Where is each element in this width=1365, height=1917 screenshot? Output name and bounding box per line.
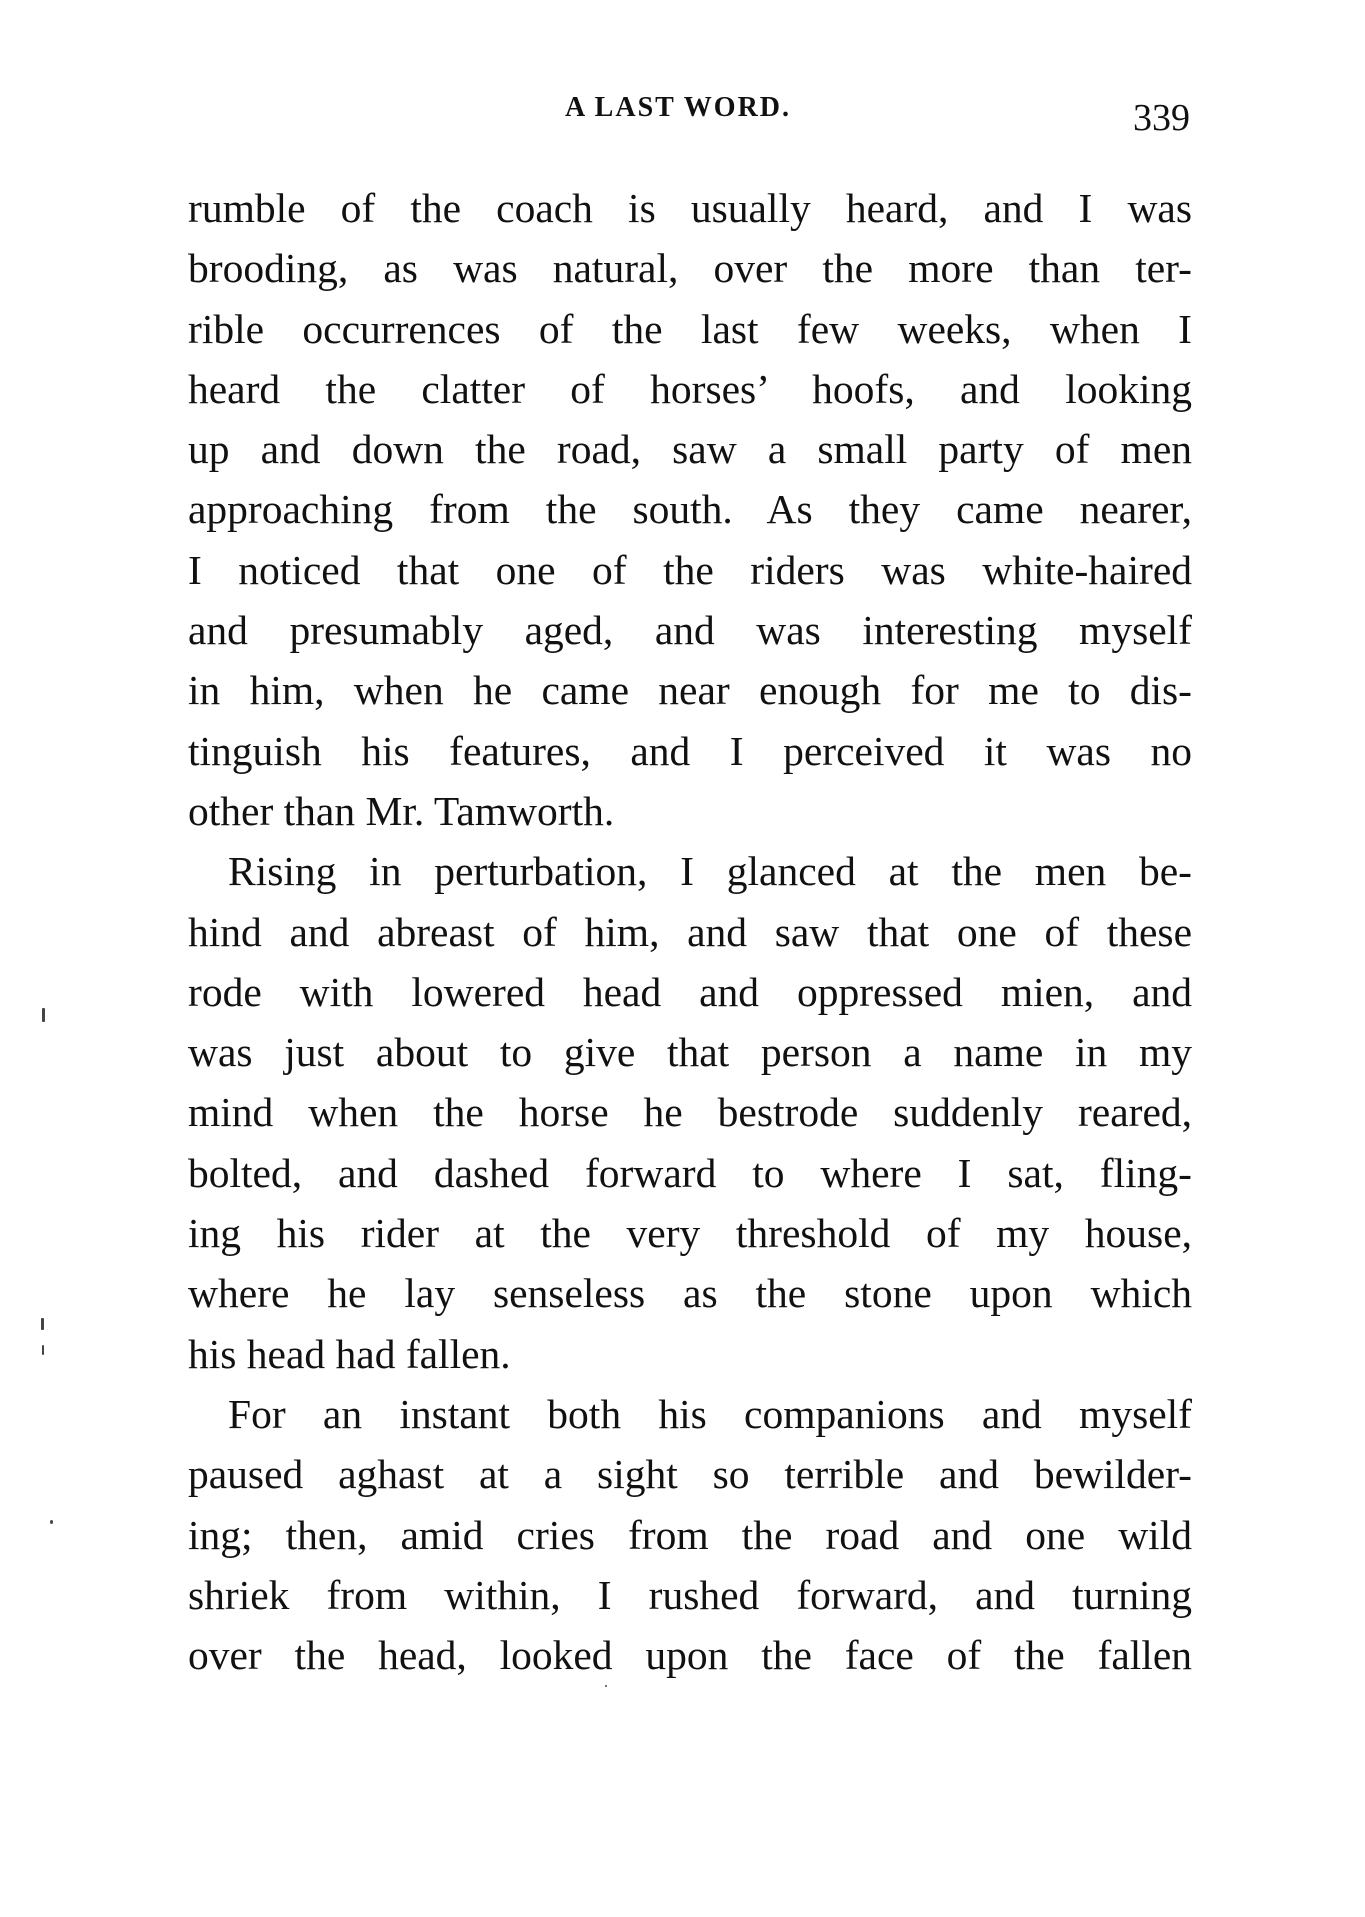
text-line: other than Mr. Tamworth. bbox=[188, 787, 615, 834]
text-line: ing; then, amid cries from the road and one wild bbox=[188, 1511, 1192, 1558]
running-title: A LAST WORD. bbox=[565, 92, 792, 123]
text-line: I noticed that one of the riders was white-haired bbox=[188, 546, 1192, 593]
text-line: rible occurrences of the last few weeks, when I bbox=[188, 305, 1192, 352]
text-line: his head had fallen. bbox=[188, 1330, 511, 1377]
scan-speck bbox=[50, 1520, 53, 1524]
text-line: mind when the horse he bestrode suddenly reared, bbox=[188, 1089, 1192, 1136]
page-number: 339 bbox=[1133, 97, 1190, 139]
text-line: rumble of the coach is usually heard, and I was bbox=[188, 185, 1192, 231]
text-line: over the head, looked upon the face of the fallen bbox=[188, 1632, 1192, 1679]
text-line: heard the clatter of horses’ hoofs, and looking bbox=[188, 365, 1192, 412]
text-line: hind and abreast of him, and saw that one of these bbox=[188, 908, 1192, 955]
text-line: where he lay senseless as the stone upon which bbox=[188, 1270, 1192, 1317]
scan-speck bbox=[41, 1318, 44, 1330]
text-line: approaching from the south. As they came nearer, bbox=[188, 486, 1192, 533]
text-line: in him, when he came near enough for me to dis- bbox=[188, 667, 1192, 714]
text-line: was just about to give that person a name in my bbox=[188, 1029, 1192, 1076]
text-line: shriek from within, I rushed forward, and turning bbox=[188, 1571, 1192, 1618]
text-line: ing his rider at the very threshold of my house, bbox=[188, 1210, 1192, 1257]
text-line: rode with lowered head and oppressed mien, and bbox=[188, 968, 1192, 1015]
text-line: For an instant both his companions and myself bbox=[228, 1390, 1192, 1437]
body-text bbox=[188, 178, 1192, 1685]
paragraph-2 bbox=[188, 841, 1192, 1384]
text-line: and presumably aged, and was interesting myself bbox=[188, 607, 1192, 654]
text-line: up and down the road, saw a small party of men bbox=[188, 426, 1192, 473]
scan-speck bbox=[42, 1008, 45, 1022]
paragraph-3 bbox=[188, 1384, 1192, 1685]
text-line: bolted, and dashed forward to where I sat, fling- bbox=[188, 1149, 1192, 1196]
text-line: tinguish his features, and I perceived it was no bbox=[188, 727, 1192, 774]
text-line: Rising in perturbation, I glanced at the men be- bbox=[228, 848, 1192, 895]
text-line: brooding, as was natural, over the more than ter- bbox=[188, 245, 1192, 292]
paragraph-1 bbox=[188, 178, 1192, 841]
scan-speck bbox=[42, 1345, 44, 1355]
scan-speck bbox=[605, 1685, 607, 1687]
text-line: paused aghast at a sight so terrible and bewilder- bbox=[188, 1451, 1192, 1498]
